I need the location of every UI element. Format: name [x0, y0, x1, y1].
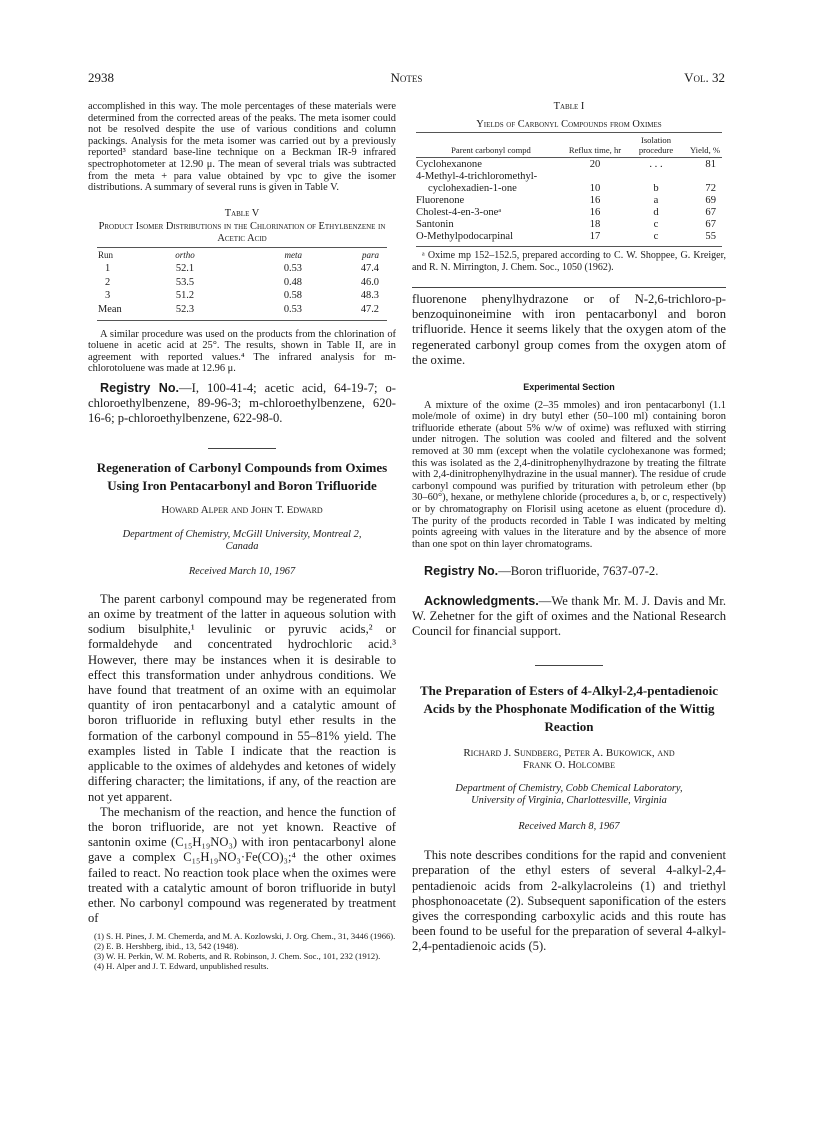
table1-row — [416, 183, 722, 195]
table1-cell: 67 — [705, 219, 716, 231]
table5-cell: 0.53 — [283, 303, 302, 315]
acknowledgments-label: Acknowledgments. — [424, 593, 539, 608]
table5-cell: 51.2 — [175, 290, 195, 302]
running-header: Notes — [390, 70, 423, 85]
table1-row — [416, 207, 722, 219]
footnotes — [88, 932, 396, 971]
table5-col-header: ortho — [175, 249, 195, 260]
table1-cell: 10 — [589, 183, 601, 195]
table1-cell: 4-Methyl-4-trichloromethyl- — [416, 171, 538, 183]
acknowledgments-text: —We thank Mr. M. J. Davis and Mr. W. Zehetner for the gift of oximes and the National Research Council for financial support. — [412, 593, 726, 638]
table5-cell: 0.53 — [283, 263, 302, 275]
table1-col-parent: Parent carbonyl compd — [451, 145, 531, 156]
table5-cell: 47.2 — [360, 303, 379, 315]
table1-cell: 20 — [589, 159, 601, 171]
table1-col-isolation: Isolation procedure — [638, 135, 674, 156]
table5-row — [97, 303, 387, 317]
table5-row — [97, 276, 387, 290]
registry-text-right: —Boron trifluoride, 7637-07-2. — [498, 564, 659, 579]
table1-cell: b — [653, 183, 659, 195]
table1-cell: 18 — [589, 219, 601, 231]
table5-top-rule — [97, 247, 387, 248]
table1-cell: 72 — [705, 183, 716, 195]
body-paragraph-2: The mechanism of the reaction, and hence the function of the boron trifluoride, are not yet known. Reactive of santonin oxime (C₁₅H₁₉NO₃) with iron pentacarbonyl alone gave a complex C₁₅H₁₉NO₃·Fe(CO)₃;⁴ the other oximes failed to react. No reaction took place when the oximes were treated with a catalytic amount of boron trifluoride in butyl ether. No carbonyl compound was regenerated by treatment of — [88, 804, 396, 926]
article-authors-right: Richard J. Sundberg, Peter A. Bukowick, and Frank O. Holcombe — [463, 747, 675, 771]
table1-label: Table I — [553, 101, 585, 112]
table5-cell: 0.48 — [283, 276, 302, 288]
table1-row — [416, 171, 722, 183]
table5-cell: 1 — [105, 263, 111, 275]
table5-col-header: meta — [284, 249, 302, 260]
table1-cell: 55 — [705, 231, 716, 243]
table1-cell: a — [653, 195, 659, 207]
table1-cell: d — [653, 207, 659, 219]
registry-text: —I, 100-41-4; acetic acid, 64-19-7; o-chloroethylbenzene, 89-96-3; m-chloroethylbenzene, 620-16-6; p-chloroethylbenzene, 622-98-0. — [88, 380, 396, 426]
table1-cell: Cyclohexanone — [416, 159, 482, 171]
continued-paragraph: fluorenone phenylhydrazone or of N-2,6-trichloro-p-benzoquinoneimine with iron pentacarbonyl and boron trifluoride. Hence it seems likely that the oxygen atom of the regenerated carbonyl group comes from the oxygen atom of the oxime. — [412, 292, 726, 367]
table1-cell: 81 — [705, 159, 716, 171]
table1-top-rule — [416, 132, 722, 133]
table1-cell: c — [653, 219, 659, 231]
table1-cell: 17 — [589, 231, 601, 243]
body-paragraph-right: This note describes conditions for the rapid and convenient preparation of the ethyl esters of several 4-alkyl-2,4-pentadienoic acids from 2-alkylacroleins (1) and triethyl phosphonoacetate (2). Subsequent saponification of the esters gives the corresponding carboxylic acids and this route has been found to be useful for the preparation of several 4-alkyl-2,4-pentadienoic acids (5). — [412, 848, 726, 954]
table1-cell: Santonin — [416, 219, 454, 231]
similar-procedure-paragraph: A similar procedure was used on the products from the chlorination of toluene in acetic acid at 25°. The results, shown in Table II, are in agreement with reported values.⁴ The infrared analysis for m-chlorotoluene was made at 12.96 μ. — [88, 328, 396, 375]
right-column — [412, 101, 726, 955]
footnote: (4) H. Alper and J. T. Edward, unpublished results. — [94, 960, 269, 971]
registry-label-right: Registry No. — [424, 564, 499, 579]
registry-paragraph-right — [412, 564, 726, 579]
table5-cell: 2 — [105, 276, 111, 288]
experimental-paragraph: A mixture of the oxime (2–35 mmoles) and iron pentacarbonyl (1.1 mole/mole of oxime) in dry butyl ether (50–100 ml) containing boron trifluoride etherate (about 5% w/w of oxime) was refluxed with stirring under nitrogen. The solution was cooled and filtered and the solvent removed at 30 mm (except when the volatile cyclohexanone was formed; this was isolated as the 2,4-dinitrophenylhydrazone by treating the filtrate with 2,4-dinitrophenylhydrazine in the usual manner). The residue of crude carbonyl compound was purified by trituration with petroleum ether (bp 30–60°), hexane, or methylene chloride (procedures a, b, or c, respectively) or by chromatography on Florisil using acetone as eluent (procedure d). The purity of the products recorded in Table I was indicated by melting points agreeing with values in the literature and by the absence of more than one spot on thin layer chromatograms. — [412, 399, 726, 550]
article-authors: Howard Alper and John T. Edward — [161, 504, 323, 517]
table1-cell: 69 — [705, 195, 716, 207]
article-received-right: Received March 8, 1967 — [518, 820, 620, 832]
article-title: Regeneration of Carbonyl Compounds from Oximes Using Iron Pentacarbonyl and Boron Trifluoride — [96, 460, 388, 494]
table5-cell: 3 — [105, 290, 111, 302]
table1-cell: . . . — [649, 159, 663, 171]
table5-cell: 48.3 — [360, 290, 379, 302]
table5-cell: 47.4 — [360, 263, 379, 275]
table1-mid-rule — [416, 157, 722, 158]
table1-body — [416, 159, 722, 243]
footnote: (3) W. H. Perkin, W. M. Roberts, and R. Robinson, J. Chem. Soc., 101, 232 (1912). — [94, 950, 381, 961]
experimental-heading: Experimental Section — [523, 382, 615, 393]
table5-col-header: para — [361, 249, 379, 260]
table5-cell: 46.0 — [360, 276, 379, 288]
table1-cell: cyclohexadien-1-one — [428, 183, 517, 195]
table1-col-reflux: Reflux time, hr — [568, 145, 622, 156]
intro-paragraph: accomplished in this way. The mole percentages of these materials were determined from the corrected areas of the peaks. The meta isomer could not be resolved despite the use of various conditions and column packings. Analysis for the meta isomer was carried out by a previously reported³ standard base-line technique on a Beckman IR-9 infrared spectrophotometer at 12.90 μ. The mean of several trials was subtracted from the meta + para value obtained by vpc to give the isomer distributions. A summary of several runs is given in Table V. — [88, 101, 396, 194]
table1-cell: c — [653, 231, 659, 243]
registry-paragraph — [88, 381, 396, 427]
table5 — [97, 249, 387, 317]
footnote: (1) S. H. Pines, J. M. Chemerda, and M. A. Kozlowski, J. Org. Chem., 31, 3446 (1966). — [94, 931, 396, 942]
table1-cell: Cholest-4-en-3-oneᵃ — [416, 207, 502, 219]
table5-cell: 52.1 — [175, 263, 195, 275]
table1-cell — [566, 171, 624, 183]
article-affiliation: Department of Chemistry, McGill University, Montreal 2, Canada — [122, 529, 362, 552]
article-received: Received March 10, 1967 — [188, 566, 296, 578]
registry-label: Registry No. — [100, 380, 180, 395]
table5-caption: Product Isomer Distributions in the Chlorination of Ethylbenzene in Acetic Acid — [98, 221, 386, 244]
table5-cell: Mean — [98, 303, 122, 315]
body-paragraph-1: The parent carbonyl compound may be regenerated from an oxime by treatment of the latter in aqueous solution with sodium bisulphite,¹ levulinic or pyruvic acids,² or formaldehyde and concentrated hydrochloric acid.³ However, there may be instances when it is desirable to effect this transformation under anhydrous conditions. We have found that treatment of an oxime with an equimolar quantity of iron pentacarbonyl and a catalytic amount of boron trifluoride in refluxing butyl ether results in the formation of the carbonyl compound in 55–81% yield. The examples listed in Table I indicate that the reaction is applicable to the oximes of aldehydes and ketones of widely differing character; the limitations, if any, of the reaction are not yet apparent. — [88, 591, 396, 804]
volume-label: Vol. 32 — [684, 70, 725, 85]
table1-row — [416, 159, 722, 171]
table5-label: Table V — [224, 207, 260, 219]
table5-col-header: Run — [98, 249, 114, 260]
table1-cell: O-Methylpodocarpinal — [416, 231, 514, 243]
table1-cell — [688, 171, 722, 183]
table1-cell: 67 — [705, 207, 716, 219]
table1-cell — [624, 171, 688, 183]
page-number: 2938 — [88, 70, 114, 85]
table5-row — [97, 262, 387, 276]
table1-footnote: ᵃ Oxime mp 152–152.5, prepared according to C. W. Shoppee, G. Kreiger, and R. N. Mirrington, J. Chem. Soc., 1050 (1962). — [412, 250, 726, 273]
table1-row — [416, 219, 722, 231]
footnote: (2) E. B. Hershberg, ibid., 13, 542 (1948). — [94, 941, 239, 952]
acknowledgments-paragraph — [412, 594, 726, 640]
table5-cell: 0.58 — [283, 290, 302, 302]
table1-caption: Yields of Carbonyl Compounds from Oximes — [476, 118, 662, 130]
table1-cell: 16 — [589, 207, 601, 219]
table1-bottom-rule — [416, 246, 722, 247]
table5-row — [97, 289, 387, 303]
table1-row — [416, 231, 722, 243]
table1-cell: Fluorenone — [416, 195, 465, 207]
table5-cell: 52.3 — [175, 303, 195, 315]
left-column — [88, 101, 396, 972]
table1-header — [416, 135, 722, 155]
table1-cell: 16 — [589, 195, 601, 207]
table1-col-yield: Yield, % — [689, 145, 721, 156]
table1-row — [416, 195, 722, 207]
article-title-right: The Preparation of Esters of 4-Alkyl-2,4-pentadienoic Acids by the Phosphonate Modification of the Wittig Reaction — [419, 683, 719, 735]
table5-cell: 53.5 — [175, 276, 195, 288]
article-affiliation-right: Department of Chemistry, Cobb Chemical Laboratory, University of Virginia, Charlottesville, Virginia — [455, 783, 683, 806]
